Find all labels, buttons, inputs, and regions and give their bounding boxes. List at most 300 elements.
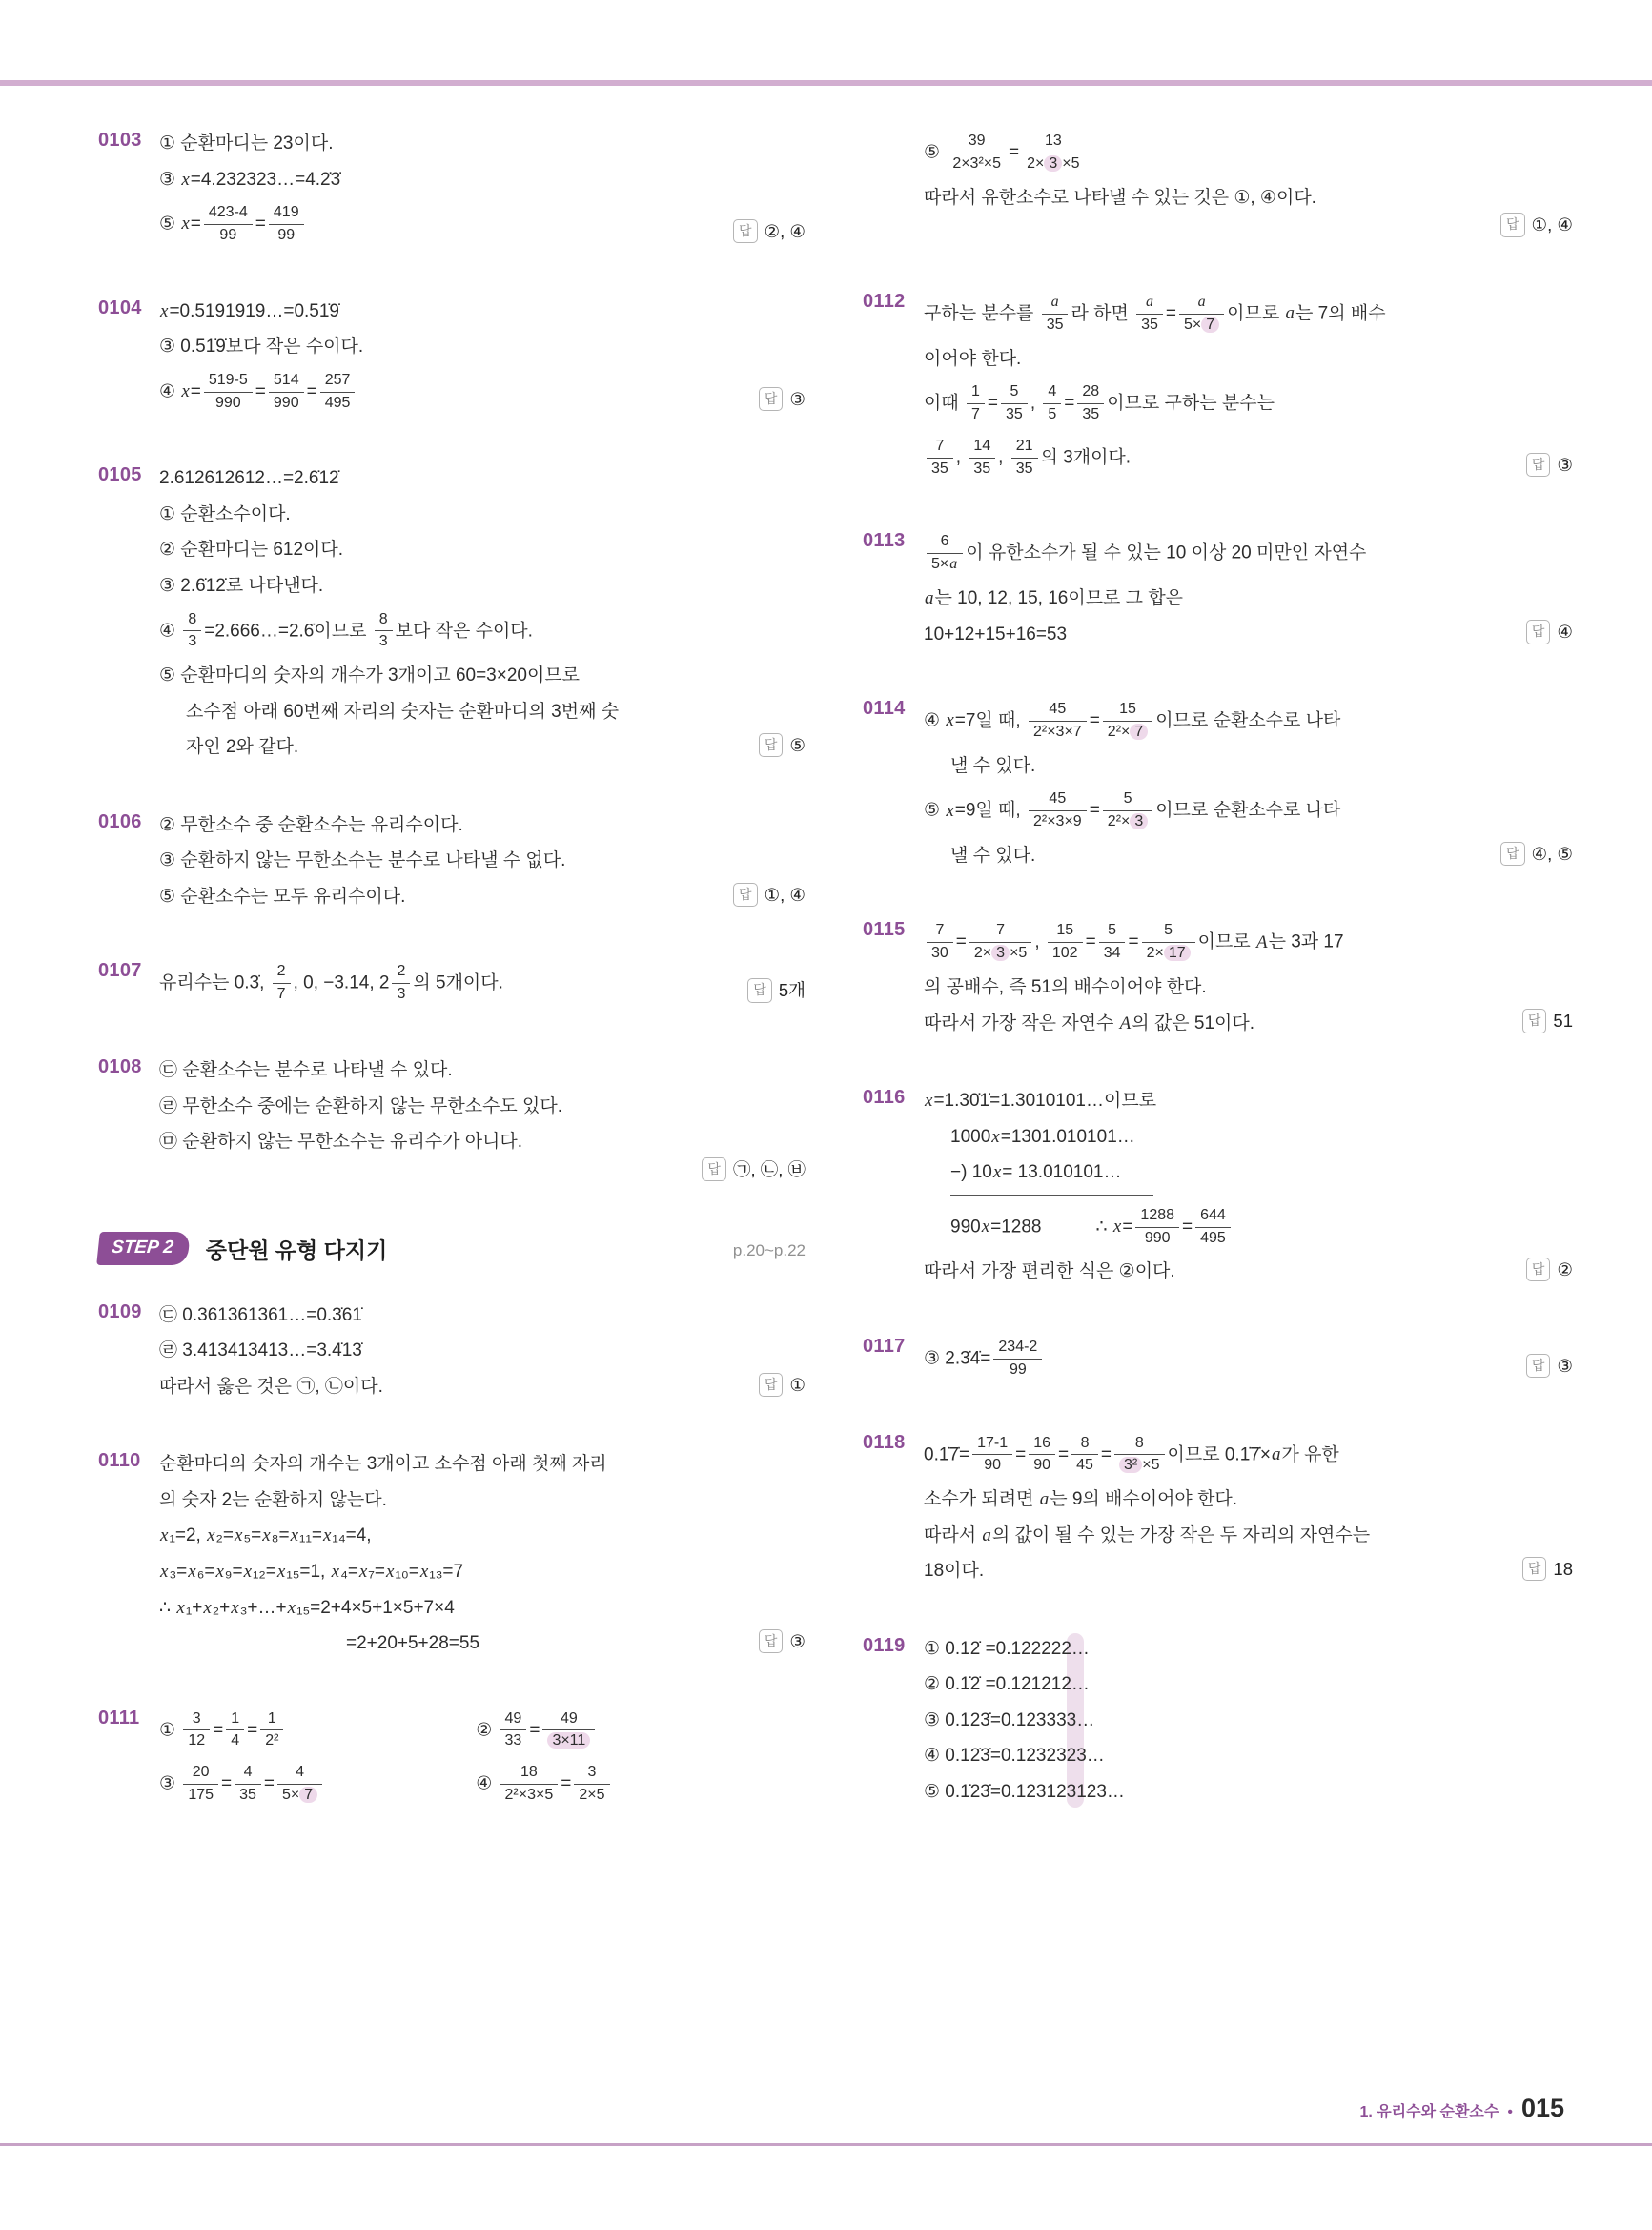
- problem-number: 0113: [863, 530, 906, 552]
- fraction: [1114, 1434, 1164, 1477]
- solution-line: [950, 1155, 1573, 1200]
- solution-text: ③ 2.3̇4̇= $\frac{234-2}{99}$: [924, 1337, 1045, 1381]
- solution-text: ⑤ 순환소수는 모두 유리수이다.: [159, 886, 406, 907]
- fraction-denominator: 5: [1048, 406, 1057, 423]
- solution-text: ⑤ 순환마디의 숫자의 개수가 3개이고 60=3×20이므로: [159, 665, 581, 686]
- fraction-denominator: 35: [1082, 406, 1100, 423]
- step2-title: 중단원 유형 다지기: [205, 1237, 388, 1262]
- math-variable: x: [358, 1561, 368, 1582]
- fraction: [273, 962, 291, 1005]
- answer: 답 ②, ④: [733, 219, 806, 245]
- problem-0105: [98, 460, 806, 765]
- answer-label: 답: [1526, 1258, 1551, 1281]
- problem-body: [924, 526, 1573, 652]
- fraction: [972, 1434, 1012, 1477]
- fraction-numerator: 21: [1011, 437, 1038, 459]
- solution-line: [159, 1757, 806, 1811]
- solution-text: ② 0.1̇2̇ =0.121212…: [924, 1674, 1090, 1695]
- highlight-mark: 7: [1201, 317, 1219, 333]
- fraction-denominator: 7: [971, 406, 980, 423]
- solution-line: [924, 694, 1573, 748]
- fraction: [948, 132, 1006, 174]
- math-variable: x: [290, 1525, 299, 1546]
- problem-body: [924, 287, 1573, 484]
- fraction: [204, 203, 253, 246]
- solution-text: 따라서 옳은 것은 ㉠, ㉡이다.: [159, 1376, 383, 1397]
- solution-text: ① 순환마디는 23이다.: [159, 133, 334, 153]
- solution-line: [950, 1119, 1573, 1156]
- solution-text: 990x=1288 ∴ x= $\frac{1288}{990}$ = $\frac{644}{495}$: [950, 1205, 1234, 1250]
- fraction-denominator: 45: [1076, 1457, 1093, 1474]
- answer-label: 답: [759, 387, 784, 411]
- solution-line: [186, 729, 806, 766]
- solution-text: 소수가 되려면 a는 9의 배수이어야 한다.: [924, 1489, 1238, 1510]
- fraction-denominator: 175: [188, 1786, 214, 1803]
- problem-0116: [863, 1083, 1573, 1290]
- fraction-denominator: 990: [214, 394, 241, 411]
- fraction-denominator: 2²× 3: [1103, 811, 1152, 832]
- solution-line: [950, 1200, 1573, 1255]
- fraction-denominator: 5× 7: [1179, 315, 1224, 336]
- fraction: [269, 203, 304, 246]
- answer-label: 답: [759, 733, 784, 757]
- solution-text: ③ 0.123̇=0.123333…: [924, 1709, 1095, 1730]
- fraction: [375, 610, 393, 653]
- highlight-mark: 3: [991, 945, 1010, 961]
- fraction: [993, 1338, 1042, 1381]
- solution-line: [924, 377, 1573, 431]
- solution-line: [159, 329, 806, 365]
- fraction: [1135, 1206, 1179, 1249]
- fraction-numerator: 6: [927, 532, 963, 554]
- fraction-denominator: 2²× 7: [1103, 722, 1152, 743]
- solution-text: 10+12+15+16=53: [924, 624, 1068, 644]
- footer-chapter: 1. 유리수와 순환소수: [1359, 2104, 1499, 2120]
- problem-body: [159, 126, 806, 252]
- math-variable: x: [203, 1597, 212, 1618]
- solution-text: ③ 순환하지 않는 무한소수는 분수로 나타낼 수 없다.: [159, 850, 566, 871]
- fraction: [392, 962, 410, 1005]
- math-variable: x: [176, 1597, 185, 1618]
- problem-body: [924, 126, 1573, 245]
- fraction-denominator: 495: [324, 394, 351, 411]
- problem-number: [863, 126, 924, 245]
- fraction-numerator: 5: [1103, 789, 1152, 811]
- highlight-mark: 3²: [1119, 1457, 1142, 1473]
- solution-text: ② 무한소수 중 순환소수는 유리수이다.: [159, 814, 463, 835]
- answer: 답 ①, ④: [733, 883, 806, 909]
- fraction-denominator: 2×5: [579, 1786, 605, 1803]
- solution-line: [924, 1774, 1573, 1811]
- solution-line: [159, 1298, 806, 1334]
- footer-separator: •: [1507, 2104, 1513, 2120]
- solution-text: =2+20+5+28=55: [346, 1633, 480, 1654]
- highlight-mark: 7: [299, 1787, 317, 1803]
- solution-line-half: ④ $\frac{18}{\text{2²×3×5}}$ = $\frac{3}{2\times 5}$: [476, 1762, 792, 1807]
- problem-0111-continued: [863, 126, 1573, 245]
- fraction-numerator: 16: [1029, 1434, 1055, 1456]
- math-variable: x: [262, 1525, 271, 1546]
- fraction-numerator: 7: [927, 437, 953, 459]
- solution-line: [950, 748, 1573, 785]
- solution-text: ④ x=7일 때, $\frac{45}{\text{2²×3×7}}$ = $\frac{15}{\text{2²× 7}}$ 이므로 순환소수로 나타: [924, 699, 1340, 744]
- fraction-numerator: 18: [500, 1763, 559, 1785]
- answer: 답 ④: [1526, 620, 1573, 645]
- fraction-denominator: 35: [1006, 406, 1023, 423]
- fraction: [183, 610, 201, 653]
- solution-text: ㉢ 순환소수는 분수로 나타낼 수 있다.: [159, 1060, 453, 1081]
- fraction-numerator: 2: [392, 962, 410, 984]
- solution-line: [924, 581, 1573, 617]
- fraction-numerator: 514: [269, 371, 304, 393]
- solution-text: 따라서 유한소수로 나타낼 수 있는 것은 ①, ④이다.: [924, 187, 1316, 208]
- problem-0114: [863, 694, 1573, 873]
- fraction: [1029, 789, 1087, 832]
- fraction: [500, 1709, 527, 1752]
- fraction-numerator: 15: [1103, 700, 1152, 722]
- solution-line: [159, 604, 806, 659]
- math-variable: x: [181, 381, 190, 402]
- fraction: [1001, 382, 1028, 425]
- solution-text: 낼 수 있다.: [950, 755, 1036, 776]
- answer-label: 답: [733, 219, 758, 243]
- math-variable: a: [1271, 1443, 1281, 1464]
- solution-text: ∴ x₁+x₂+x₃+…+x₁₅=2+4×5+1×5+7×4: [159, 1597, 455, 1618]
- fraction-numerator: 45: [1029, 789, 1087, 811]
- fraction: [1043, 382, 1061, 425]
- solution-line: [924, 431, 1573, 485]
- fraction-numerator: 1: [967, 382, 985, 404]
- problem-0110: [98, 1446, 806, 1661]
- problem-number: 0105: [98, 464, 142, 486]
- solution-text: 1000x=1301.010101…: [950, 1126, 1135, 1147]
- problem-body: [159, 294, 806, 419]
- answer: 답 5개: [747, 978, 806, 1004]
- fraction-denominator: 35: [1141, 316, 1158, 333]
- solution-line: [159, 1446, 806, 1483]
- fraction-denominator: 35: [1015, 460, 1033, 477]
- problem-0113: [863, 526, 1573, 652]
- solution-text: ⑤ 0.1̇23̇=0.123123123…: [924, 1781, 1125, 1802]
- problem-body: [924, 1428, 1573, 1589]
- fraction: [969, 437, 995, 480]
- fraction-denominator: 99: [1009, 1361, 1027, 1378]
- solution-line: [924, 126, 1573, 180]
- solution-text: ㉤ 순환하지 않는 무한소수는 유리수가 아니다.: [159, 1132, 523, 1153]
- fraction-denominator: 5×a: [931, 556, 958, 573]
- problem-number: 0106: [98, 810, 142, 832]
- problem-0103: [98, 126, 806, 252]
- fraction-denominator: 35: [239, 1786, 256, 1803]
- fraction: [235, 1763, 261, 1806]
- problem-body: [924, 1631, 1573, 1811]
- answer-label: 답: [1522, 1009, 1547, 1033]
- answer: 답 51: [1522, 1009, 1573, 1034]
- fraction-denominator: 2²×3×5: [504, 1786, 554, 1803]
- fraction: [183, 1763, 218, 1806]
- solution-text: ㉣ 3.413413413…=3.4̇13̇: [159, 1340, 362, 1361]
- highlight-mark: 3: [1130, 813, 1148, 829]
- fraction-numerator: 3: [574, 1763, 609, 1785]
- fraction-denominator: 4: [231, 1732, 240, 1749]
- fraction: [1179, 293, 1224, 336]
- solution-line: [924, 526, 1573, 581]
- fraction-numerator: 7: [969, 921, 1031, 943]
- right-column: [863, 126, 1573, 1852]
- fraction-denominator: 2²: [265, 1732, 279, 1749]
- answer-label: 답: [1526, 1354, 1551, 1378]
- solution-text: 따라서 a의 값이 될 수 있는 가장 작은 두 자리의 자연수는: [924, 1524, 1371, 1545]
- solution-line: [924, 1482, 1573, 1518]
- solution-text: 0.1̇7̇= $\frac{17-1}{90}$ = $\frac{16}{90}$ = $\frac{8}{45}$ = $\frac{8}{\text{3² ×5}}$ 이므로 0.1̇7̇×a가 유한: [924, 1433, 1339, 1478]
- highlight-mark: 3×11: [547, 1732, 590, 1749]
- fraction-numerator: 644: [1195, 1206, 1231, 1228]
- math-variable: x: [419, 1561, 429, 1582]
- solution-line-half: ③ $\frac{20}{175}$ = $\frac{4}{35}$ = $\frac{4}{5\times 7}$: [159, 1762, 476, 1807]
- solution-text: ㉢ 0.361361361…=0.3̇61̇: [159, 1304, 362, 1325]
- problem-0118: [863, 1428, 1573, 1589]
- math-variable: x: [160, 1525, 169, 1546]
- fraction-denominator: 2×3²×5: [952, 154, 1002, 172]
- fraction-numerator: 8: [1114, 1434, 1164, 1456]
- solution-text: $\frac{7}{35}$ , $\frac{14}{35}$ , $\frac{21}{35}$ 의 3개이다.: [924, 436, 1131, 481]
- solution-line: [924, 1667, 1573, 1703]
- solution-line: [159, 956, 806, 1011]
- fraction-denominator: 99: [219, 226, 237, 243]
- problem-number: 0114: [863, 698, 906, 720]
- answer: 답 18: [1522, 1557, 1573, 1583]
- fraction-numerator: 2: [273, 962, 291, 984]
- problem-number: 0118: [863, 1431, 906, 1453]
- solution-line: [924, 1631, 1573, 1667]
- fraction: [226, 1709, 244, 1752]
- step2-header: [98, 1232, 806, 1265]
- solution-text: 자인 2와 같다.: [186, 737, 299, 758]
- math-variable: x: [981, 1217, 990, 1238]
- fraction-denominator: 90: [984, 1457, 1001, 1474]
- solution-line: [924, 287, 1573, 341]
- fraction-denominator: 99: [277, 226, 296, 243]
- solution-text: ⑤ x=9일 때, $\frac{45}{\text{2²×3×9}}$ = $\frac{5}{\text{2²× 3}}$ 이므로 순환소수로 나타: [924, 788, 1340, 833]
- fraction-denominator: [542, 1730, 595, 1751]
- fraction-numerator: 7: [927, 921, 953, 943]
- math-variable: x: [331, 1561, 340, 1582]
- solution-text: x=1.30̇1̇=1.3010101…이므로: [925, 1091, 1157, 1112]
- problem-0107: [98, 956, 806, 1011]
- solution-text: ③ x=4.232323…=4.2̇3̇: [159, 169, 341, 190]
- answer-label: 답: [1522, 1557, 1547, 1581]
- problem-number: 0103: [98, 130, 142, 151]
- fraction: [574, 1763, 609, 1806]
- solution-text: 구하는 분수를 $\frac{a}{35}$ 라 하면 $\frac{a}{35}$ = $\frac{a}{5\times 7}$ 이므로 a는 7의 배수: [924, 292, 1386, 337]
- problem-number: 0119: [863, 1634, 906, 1656]
- problem-body: [159, 1298, 806, 1405]
- fraction-denominator: 7: [276, 986, 286, 1003]
- problem-body: [924, 915, 1573, 1041]
- problem-body: [159, 1053, 806, 1190]
- solution-text: ② 순환마디는 612이다.: [159, 540, 344, 561]
- solution-line: [924, 1738, 1573, 1774]
- answer-label: 답: [702, 1157, 726, 1181]
- solution-text: ④ x= $\frac{519-5}{990}$ = $\frac{514}{990}$ = $\frac{257}{495}$: [159, 370, 357, 415]
- fraction-numerator: 4: [1043, 382, 1061, 404]
- fraction: [277, 1763, 322, 1806]
- solution-text: 의 공배수, 즉 51의 배수이어야 한다.: [924, 977, 1207, 998]
- fraction-numerator: 49: [500, 1709, 527, 1731]
- fraction: [969, 921, 1031, 964]
- fraction-numerator: [1136, 293, 1163, 315]
- fraction-numerator: 519-5: [204, 371, 253, 393]
- fraction-numerator: 419: [269, 203, 304, 225]
- problem-0115: [863, 915, 1573, 1041]
- highlight-mark: 17: [1164, 945, 1191, 961]
- answer: 답 ③: [759, 1629, 806, 1655]
- fraction-numerator: [1042, 293, 1069, 315]
- fraction: [1029, 700, 1087, 743]
- fraction-numerator: 14: [969, 437, 995, 459]
- fraction: [1011, 437, 1038, 480]
- solution-line: [159, 879, 806, 915]
- solution-text: 의 숫자 2는 순환하지 않는다.: [159, 1489, 387, 1510]
- math-variable: x: [276, 1561, 286, 1582]
- solution-line: [950, 838, 1573, 874]
- left-column: [98, 126, 806, 1853]
- solution-text: 2.612612612…=2.6̇12̇: [159, 468, 339, 489]
- fraction-denominator: 35: [973, 460, 991, 477]
- math-variable: x: [991, 1126, 1000, 1147]
- solution-line: [159, 1160, 806, 1190]
- fraction-numerator: 4: [277, 1763, 322, 1785]
- fraction-numerator: 234-2: [993, 1338, 1042, 1360]
- problem-number: 0111: [98, 1707, 140, 1729]
- solution-line: [159, 460, 806, 497]
- solution-line: [159, 843, 806, 879]
- fraction: [269, 371, 304, 414]
- problem-0111: [98, 1704, 806, 1811]
- solution-line: [159, 1483, 806, 1519]
- problem-number: 0112: [863, 291, 906, 313]
- solution-text: ⑤ $\frac{39}{\text{2×3²×5}}$ = $\frac{13}{2\times 3 \times 5}$: [924, 131, 1088, 175]
- fraction: [1142, 921, 1195, 964]
- math-variable: x: [322, 1525, 332, 1546]
- answer-label: 답: [759, 1373, 784, 1397]
- fraction-numerator: 3: [183, 1709, 210, 1731]
- solution-line: [924, 784, 1573, 838]
- fraction-numerator: 1288: [1135, 1206, 1179, 1228]
- fraction: [542, 1709, 595, 1752]
- math-variable: a: [1050, 294, 1059, 311]
- math-variable: a: [925, 588, 934, 609]
- fraction: [1195, 1206, 1231, 1249]
- solution-line: [924, 915, 1573, 970]
- fraction-numerator: 45: [1029, 700, 1087, 722]
- problem-body: [924, 1332, 1573, 1386]
- fraction: [1029, 1434, 1055, 1477]
- fraction-denominator: 102: [1051, 945, 1078, 962]
- math-variable: x: [243, 1561, 252, 1582]
- problem-0106: [98, 808, 806, 915]
- problem-0112: [863, 287, 1573, 484]
- solution-line: [159, 808, 806, 844]
- fraction: [204, 371, 253, 414]
- solution-text: x₁=2, x₂=x₅=x₈=x₁₁=x₁₄=4,: [160, 1525, 372, 1546]
- solution-text: ⑤ x= $\frac{423-4}{99}$ = $\frac{419}{99}$: [159, 202, 307, 247]
- fraction-denominator: 33: [504, 1732, 522, 1749]
- fraction-denominator: 495: [1200, 1229, 1226, 1246]
- fraction-denominator: 90: [1033, 1457, 1051, 1474]
- math-variable: x: [235, 1525, 243, 1546]
- answer: 답 ②: [1526, 1258, 1573, 1283]
- problem-body: [159, 460, 806, 765]
- fraction: [320, 371, 356, 414]
- solution-text: ④ 0.12̇3̇=0.1232323…: [924, 1746, 1105, 1767]
- solution-line: [924, 1332, 1573, 1386]
- solution-text: 소수점 아래 60번째 자리의 숫자는 순환마디의 3번째 숫: [186, 701, 620, 722]
- answer: 답 ①: [759, 1373, 806, 1399]
- fraction-numerator: 5: [1099, 921, 1126, 943]
- fraction-denominator: 2²×3×7: [1032, 723, 1082, 740]
- answer-label: 답: [1526, 453, 1551, 477]
- fraction-denominator: 3: [378, 633, 388, 650]
- problem-body: [159, 1704, 806, 1811]
- solution-line: [924, 1703, 1573, 1739]
- solution-line: [924, 1254, 1573, 1290]
- problem-number: 0116: [863, 1087, 906, 1109]
- top-accent-line: [0, 80, 1652, 86]
- math-variable: a: [1285, 303, 1295, 324]
- math-variable: x: [992, 1162, 1002, 1183]
- solution-line: [924, 1083, 1573, 1119]
- solution-line: [924, 617, 1573, 653]
- fraction: [183, 1709, 210, 1752]
- highlight-mark: 7: [1130, 724, 1148, 740]
- fraction-numerator: 5: [1001, 382, 1028, 404]
- math-variable: x: [181, 214, 190, 235]
- fraction: [927, 921, 953, 964]
- problem-number: 0107: [98, 960, 142, 982]
- answer: 답 ③: [759, 387, 806, 413]
- math-variable: A: [1255, 931, 1268, 952]
- fraction: [927, 532, 963, 575]
- solution-line-half: ① $\frac{3}{12}$ = $\frac{1}{4}$ = $\frac{1}{\text{2²}}$: [159, 1708, 476, 1753]
- math-variable: x: [188, 1561, 196, 1582]
- math-variable: x: [160, 1561, 169, 1582]
- solution-line: [159, 497, 806, 533]
- fraction-denominator: 990: [273, 394, 299, 411]
- solution-line: [159, 294, 806, 330]
- bottom-accent-line: [0, 2143, 1652, 2146]
- fraction-numerator: 1: [226, 1709, 244, 1731]
- math-variable: x: [215, 1561, 224, 1582]
- solution-line: [159, 162, 806, 198]
- solution-text: −) 10x= 13.010101…: [950, 1159, 1153, 1196]
- solution-text: 이어야 한다.: [924, 348, 1022, 369]
- solution-text: ① 순환소수이다.: [159, 503, 291, 524]
- math-variable: A: [1119, 1013, 1132, 1033]
- fraction-numerator: 8: [183, 610, 201, 632]
- solution-line: [159, 1369, 806, 1405]
- fraction-numerator: [1179, 293, 1224, 315]
- problem-number: 0108: [98, 1056, 142, 1078]
- problem-number: 0104: [98, 297, 142, 318]
- problem-number: 0115: [863, 919, 906, 941]
- fraction-numerator: 1: [260, 1709, 283, 1731]
- math-variable: x: [946, 800, 954, 821]
- fraction-numerator: 257: [320, 371, 356, 393]
- answer-label: 답: [733, 883, 758, 907]
- problem-number: 0109: [98, 1300, 142, 1322]
- fraction: [1103, 789, 1152, 832]
